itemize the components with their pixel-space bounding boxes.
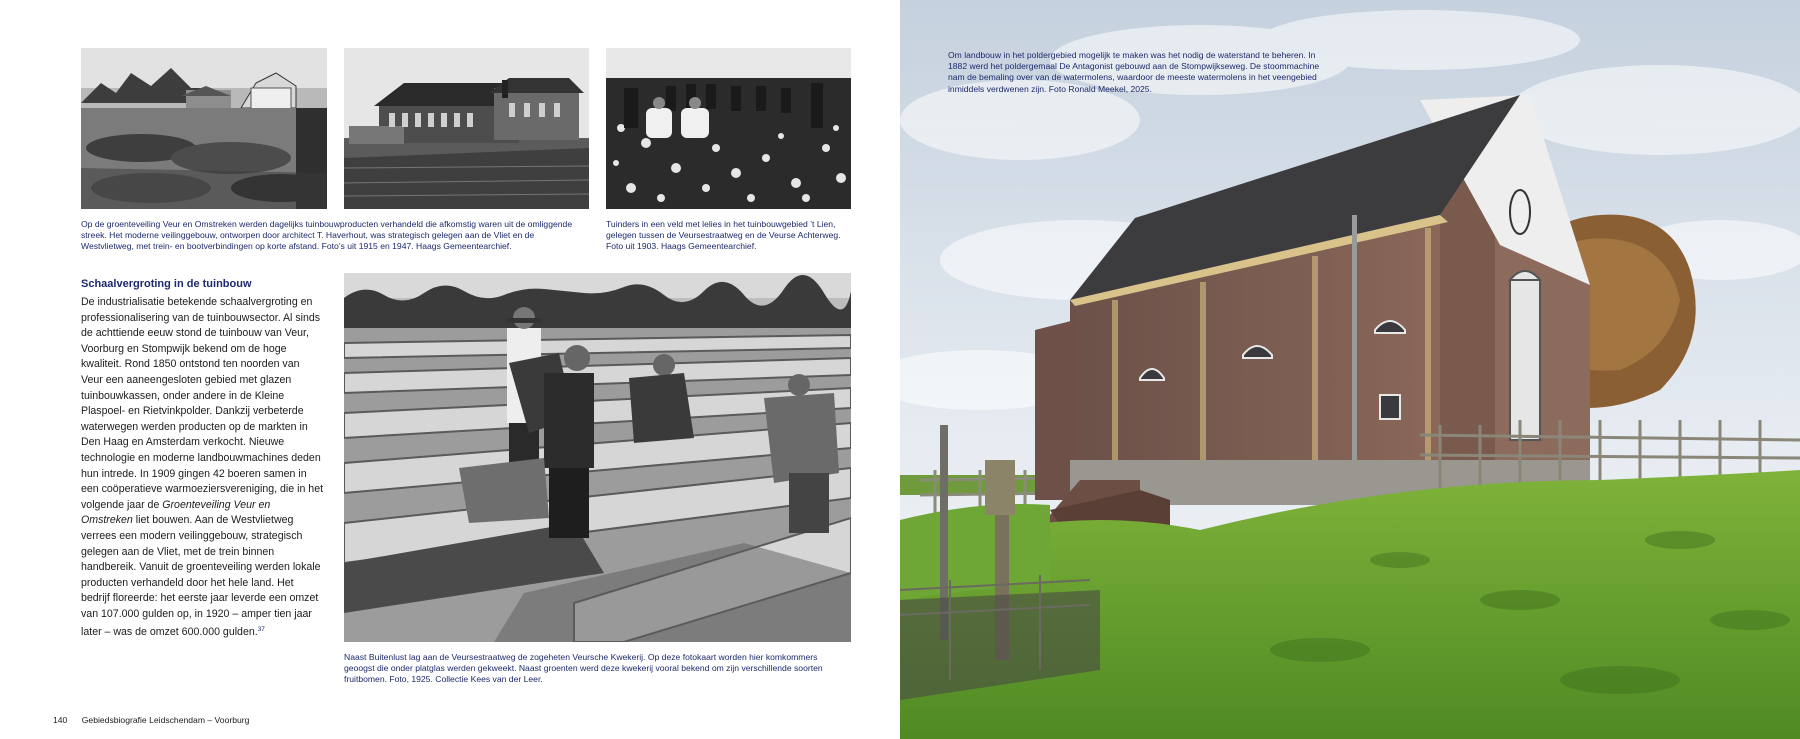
page-number: 140	[53, 715, 68, 725]
photo-lilies-field	[606, 48, 851, 209]
body-text	[81, 295, 324, 641]
body-text-part-1: De industrialisatie betekende schaalvergroting en professionalisering van de tuinbouwsector. Al sinds de achttiende eeuw stond de tuinbouw van Veur, Voorburg en Stompwijk bekend om de hoge kwaliteit. Rond 1850 ontstond ten noorden van Veur een aaneengesloten gebied met glazen tuinbouwkassen, onder andere in de Kleine Plaspoel- en Rietvinkpolder. Dankzij verbeterde waterwegen werden producten op de markten in Den Haag en Amsterdam verkocht. Nieuwe technologie en moderne landbouwmachines deden hun intrede. In 1909 gingen 42 boeren samen in een coöperatieve warmoeziersvereniging, die in het volgende jaar de	[81, 296, 324, 511]
photo-gemaal-de-antagonist	[900, 0, 1800, 739]
photo-kwekerij	[344, 273, 851, 642]
caption-gemaal: Om landbouw in het poldergebied mogelijk te maken was het nodig de waterstand te beheren. In 1882 werd het poldergemaal De Antagonist gebouwd aan de Stompwijkseweg. De stoommachine nam de bemaling over van de watermolens, waardoor de meeste watermolens in het veengebied inmiddels verdwenen zijn. Foto Ronald Meekel, 2025.	[948, 50, 1320, 94]
photo-market-boats	[81, 48, 327, 209]
body-text-part-2: liet bouwen. Aan de Westvlietweg verrees een modern veilinggebouw, strategisch gelegen aan de Vliet, met de trein binnen handbereik. Vanuit de groenteveiling werden lokale producten verhandeld door het hele land. Het bedrijf floreerde: het eerste jaar leverde een omzet van 107.000 gulden op, in 1920 – amper tien jaar later – was de omzet 600.000 gulden.	[81, 514, 321, 639]
caption-kwekerij: Naast Buitenlust lag aan de Veursestraatweg de zogeheten Veursche Kwekerij. Op deze fotokaart worden hier komkommers geoogst die onder platglas werden gekweekt. Naast groenten werd deze kwekerij vooral bekend om zijn verschillende soorten fruitbomen. Foto, 1925. Collectie Kees van der Leer.	[344, 652, 823, 685]
caption-lilies: Tuinders in een veld met lelies in het tuinbouwgebied ’t Lien, gelegen tussen de Veursestraatweg en de Veurse Achterweg. Foto uit 1903. Haags Gemeentearchief.	[606, 219, 841, 252]
book-title: Gebiedsbiografie Leidschendam – Voorburg	[81, 715, 250, 725]
photo-veiling-building	[344, 48, 589, 209]
page-footer	[53, 715, 249, 725]
body-text-italic: Groenteveiling Veur en Omstreken	[81, 498, 271, 527]
section-heading: Schaalvergroting in de tuinbouw	[81, 278, 252, 290]
right-page	[900, 0, 1800, 739]
footnote-marker[interactable]: 37	[257, 626, 265, 634]
caption-market: Op de groenteveiling Veur en Omstreken werden dagelijks tuinbouwproducten verhandeld die afkomstig waren uit de omliggende streek. Het moderne veilinggebouw, ontworpen door architect T. Haverhout, was strategisch gelegen aan de Vliet en de Westvlietweg, met trein- en bootverbindingen op korte afstand. Foto’s uit 1915 en 1947. Haags Gemeentearchief.	[81, 219, 573, 252]
